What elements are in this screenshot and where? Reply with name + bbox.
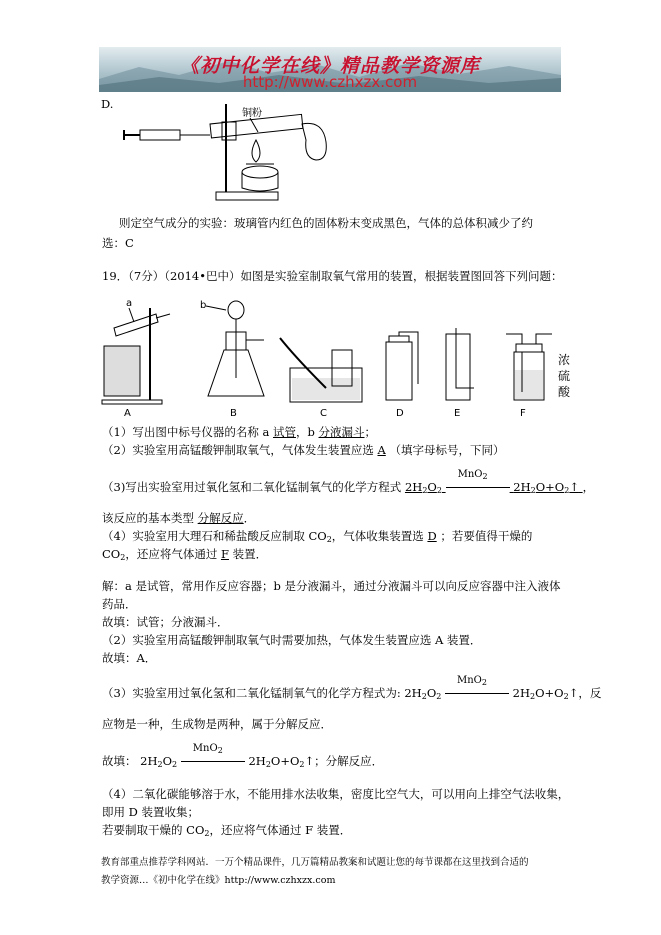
solution-line3c: 故填： $2H_2O_2$ MnO$_2$ $2H_2O+O_2↑$；分解反应． [102, 743, 384, 769]
q3b-line: 该反应的基本类型 分解反应． [102, 511, 256, 525]
q1-line: （1）写出图中标号仪器的名称 a 试管，b 分液漏斗； [102, 425, 377, 439]
option-d-text-line1: 则定空气成分的实验：玻璃管内红色的固体粉末变成黑色，气体的总体积减少了约 [119, 216, 533, 230]
solution-line3: （3）实验室用过氧化氢和二氧化锰制氧气的化学方程式为: $2H_2O_2$ MnO$_2$ $2H_2O+O_2↑$，反 [102, 675, 602, 701]
label-B: B [230, 408, 237, 418]
q4b-answer: F [220, 547, 229, 561]
q3-line: （3)写出实验室用过氧化氢和二氧化锰制氧气的化学方程式 $2H_2O_2$ MnO$_2$ $2H_2O+O_2↑$ ， [102, 469, 595, 495]
label-a: a [126, 298, 133, 309]
q4b-line: $CO_2$，还应将气体通过 F 装置． [102, 547, 268, 562]
option-d-label: D. [101, 97, 114, 111]
solution-line1: 解：a 是试管，常用作反应容器；b 是分液漏斗，通过分液漏斗可以向反应容器中注入液体 [102, 579, 561, 593]
solution-line4c: 若要制取干燥的 $CO_2$，还应将气体通过 F 装置． [102, 823, 352, 838]
label-F: F [520, 408, 526, 418]
label-E: E [454, 408, 461, 418]
copper-heating-apparatus-figure [118, 100, 340, 210]
solution-line3b: 应物是一种，生成物是两种，属于分解反应． [102, 717, 332, 731]
acid-label-3: 酸 [558, 385, 571, 399]
acid-label-1: 浓 [558, 353, 571, 367]
q4-line: （4）实验室用大理石和稀盐酸反应制取 $CO_2$，气体收集装置选 D ；若要值得干燥的 [102, 529, 533, 544]
q4-answer: D [427, 529, 437, 543]
label-A: A [124, 408, 131, 418]
banner-title: 《初中化学在线》精品教学资源库 [179, 55, 480, 77]
header-banner [99, 47, 561, 92]
label-b: b [200, 300, 207, 311]
label-C: C [320, 408, 327, 418]
footer-line2: 教学资源…《初中化学在线》http://www.czhxzx.com [101, 875, 336, 886]
acid-label-2: 硫 [558, 369, 571, 383]
footer-line1: 教育部重点推荐学科网站．一万个精品课件，几万篇精品教案和试题让您的每节课都在这里找到合适的 [101, 857, 529, 868]
question-header: 19．（7分）（2014•巴中）如图是实验室制取氧气常用的装置，根据装置图回答下列问题： [102, 269, 563, 283]
banner-url: http://www.czhxzx.com [242, 73, 418, 91]
solution-line2b: 故填：A． [102, 651, 157, 665]
q1-answer-a: 试管 [272, 425, 296, 439]
solution-line4: （4）二氧化碳能够溶于水，不能用排水法收集，密度比空气大，可以用向上排空气法收集， [102, 787, 570, 801]
q3b-answer: 分解反应 [197, 511, 244, 525]
copper-powder-label: 铜粉 [242, 108, 262, 119]
q2-answer: A [377, 443, 386, 457]
option-d-text-line2: 选：C [102, 236, 134, 250]
q1-answer-b: 分液漏斗 [318, 425, 365, 439]
solution-line1c: 故填：试管；分液漏斗． [102, 615, 229, 629]
solution-line4b: 即用 D 装置收集； [102, 805, 200, 819]
q3-equation: $2H_2O_2$ MnO$_2$ $2H_2O+O_2↑$ [404, 469, 579, 495]
solution-line1b: 药品． [102, 597, 137, 611]
label-D: D [396, 408, 404, 418]
q2-line: （2）实验室用高锰酸钾制取氧气，气体发生装置应选 A （填字母标号，下同） [102, 443, 505, 457]
oxygen-apparatus-figure [96, 288, 586, 418]
solution-line2: （2）实验室用高锰酸钾制取氧气时需要加热，气体发生装置应选 A 装置． [102, 633, 482, 647]
